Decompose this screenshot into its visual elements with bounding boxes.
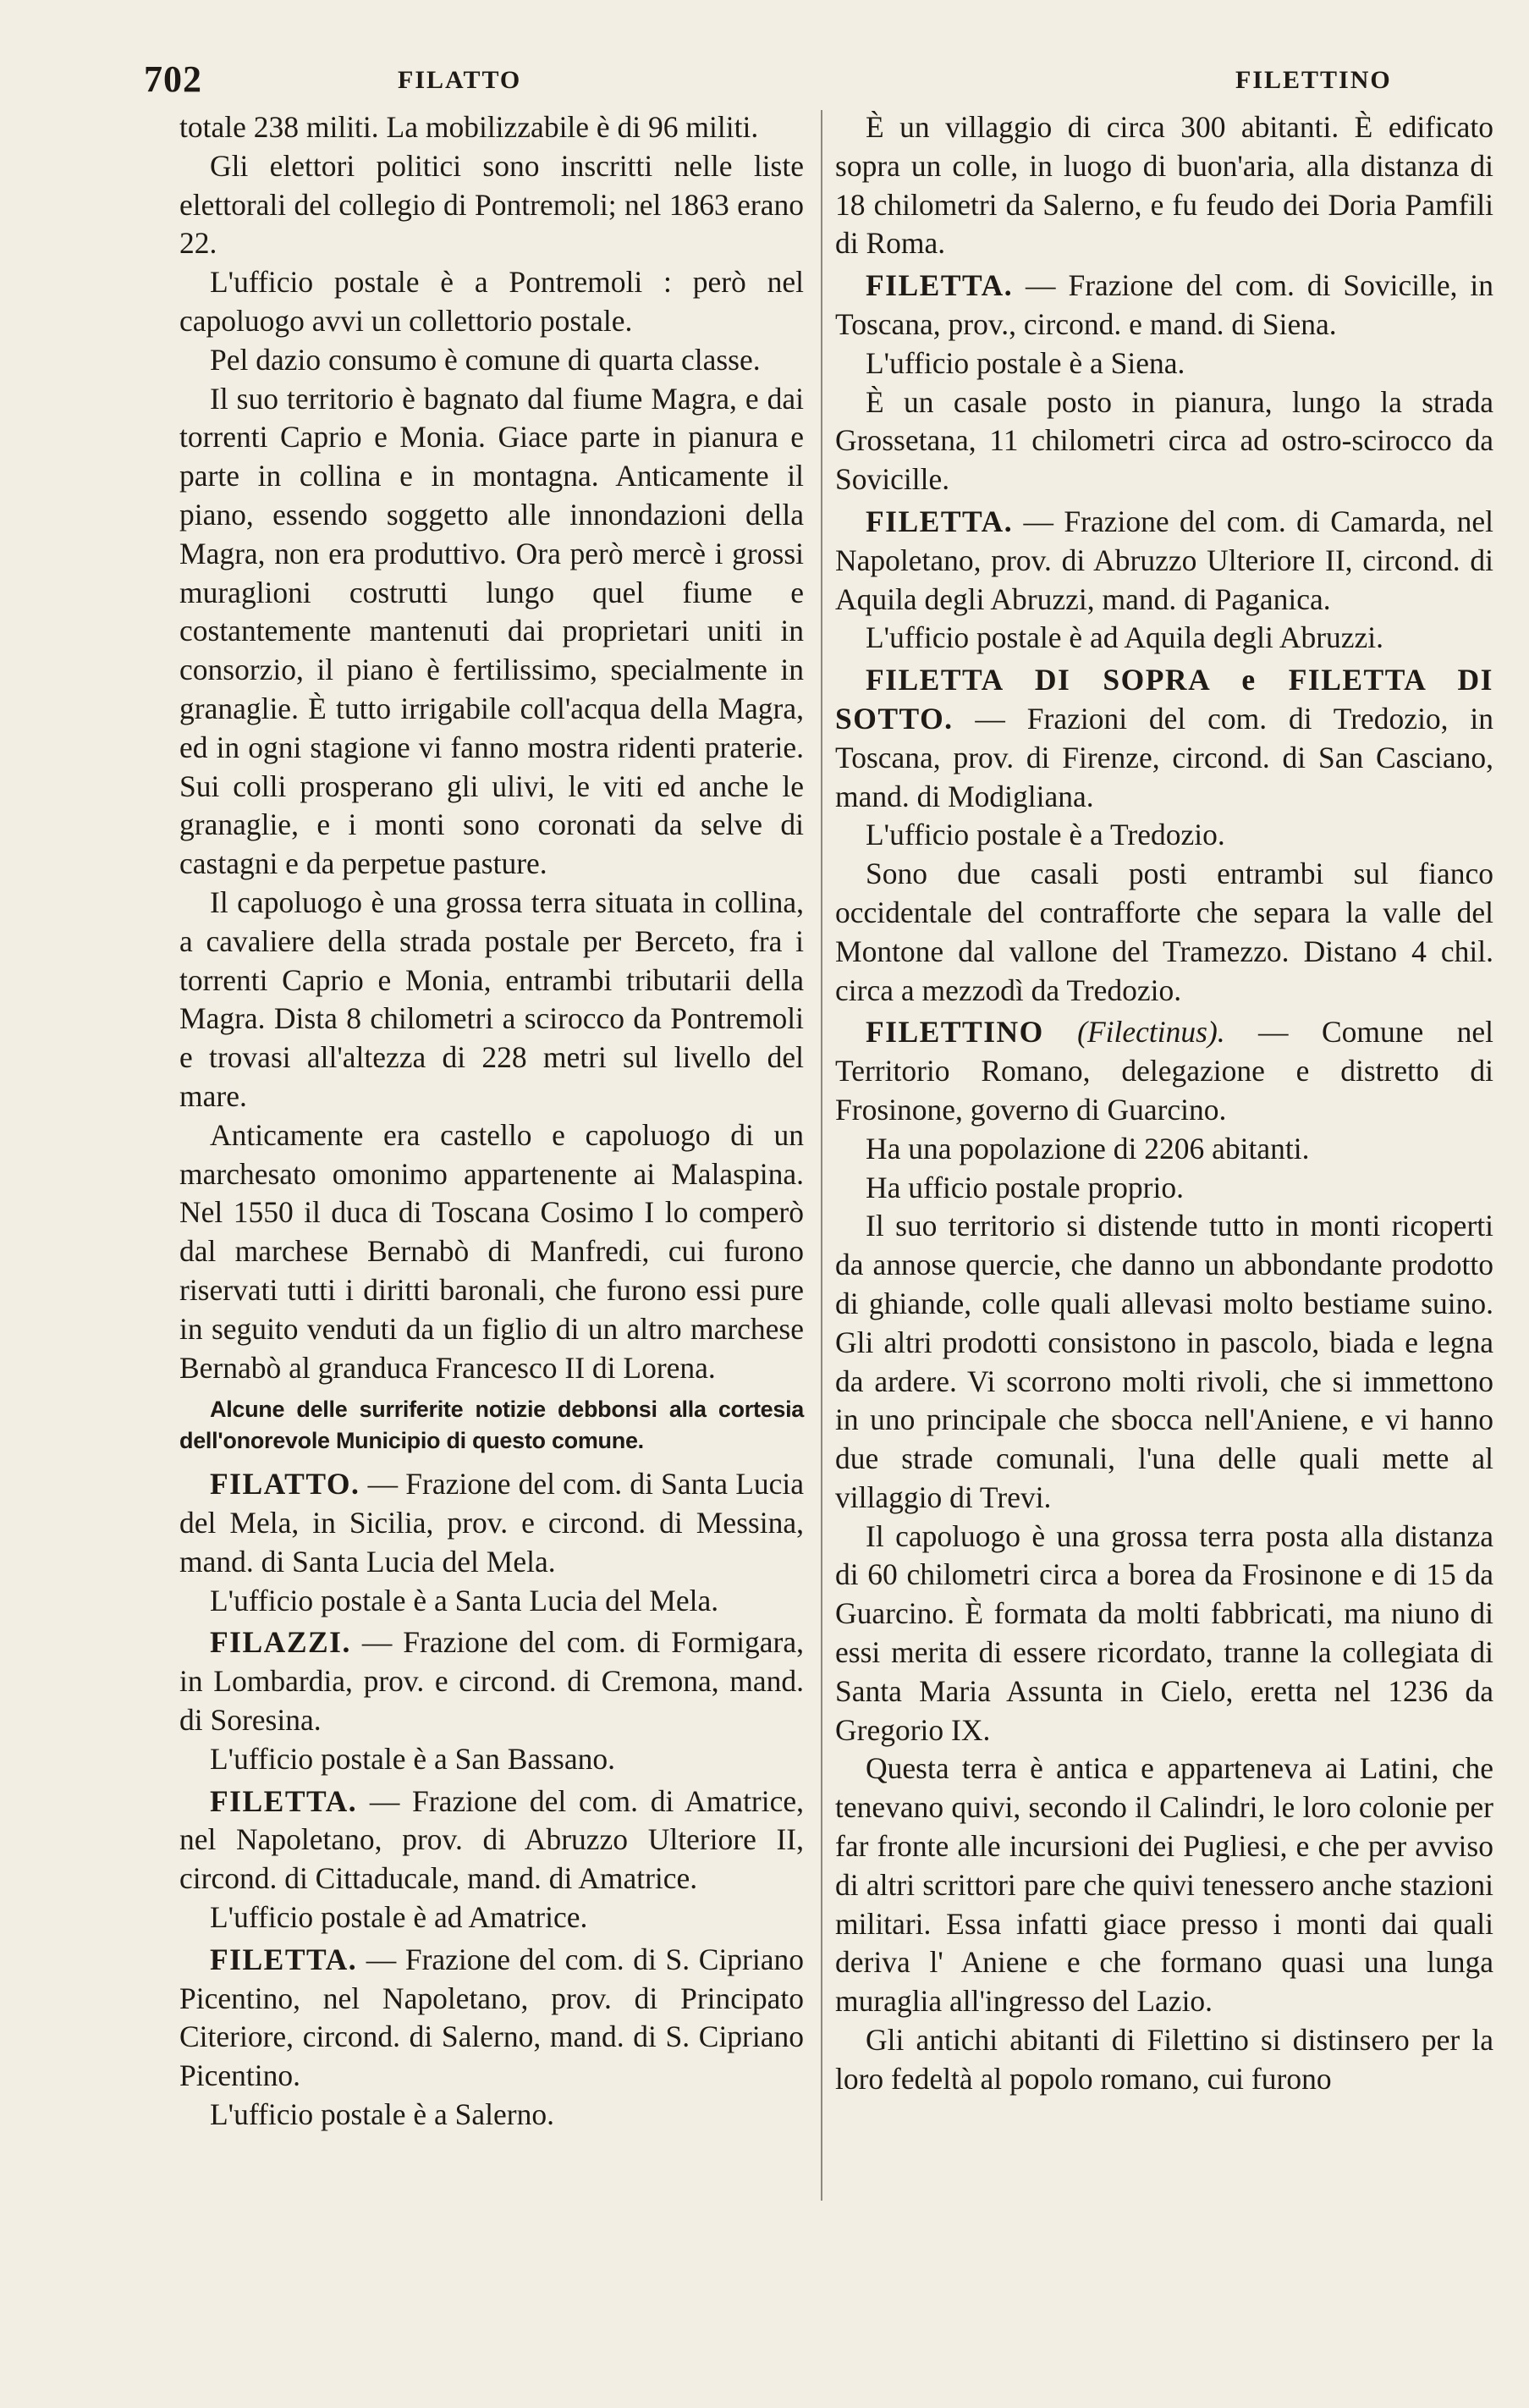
gazetteer-entry [179, 1941, 804, 2096]
entry-text: — Frazione del com. di Camarda, nel Napoletano, prov. di Abruzzo Ulteriore II, circond. di Aquila degli Abruzzi, mand. di Paganica. [835, 504, 1493, 616]
paragraph: Pel dazio consumo è comune di quarta classe. [210, 342, 761, 377]
right-column [835, 108, 1493, 2099]
paragraph: È un casale posto in pianura, lungo la strada Grossetana, 11 chilometri circa ad ostro-scirocco da Sovicille. [835, 384, 1493, 497]
postal-note: L'ufficio postale è ad Amatrice. [210, 1900, 588, 1935]
entry-headword: FILAZZI. [210, 1625, 351, 1660]
entry-text: — Frazioni del com. di Tredozio, in Toscana, prov. di Firenze, circond. di San Casciano, mand. di Modigliana. [835, 701, 1494, 813]
paragraph: L'ufficio postale è a Pontremoli : però nel capoluogo avvi un collettorio postale. [179, 265, 804, 338]
paragraph: Anticamente era castello e capoluogo di un marchesato omonimo appartenente ai Malaspina. Nel 1550 il duca di Toscana Cosimo I lo comperò dal marchese Bernabò di Manfredi, cui furono riservati tutti i diritti baronali, che furono essi pure in seguito venduti da un figlio di un altro marchese Bernabò al granduca Francesco II di Lorena. [179, 1117, 804, 1385]
paragraph: totale 238 militi. La mobilizzabile è di 96 militi. [179, 110, 759, 144]
gazetteer-entry [179, 1465, 804, 1581]
gazetteer-entry [179, 1623, 804, 1739]
paragraph: Sono due casali posti entrambi sul fianco occidentale del contrafforte che separa la valle del Montone dal vallone del Tramezzo. Distano 4 chil. circa a mezzodì da Tredozio. [835, 857, 1493, 1007]
postal-note: L'ufficio postale è a Tredozio. [866, 818, 1225, 852]
entry-text: — Frazione del com. di S. Cipriano Picentino, nel Napoletano, prov. di Principato Citeriore, circond. di Salerno, mand. di S. Cipriano Picentino. [179, 1942, 804, 2093]
gazetteer-entry [835, 661, 1493, 816]
right-running-head: FILETTINO [1235, 66, 1392, 94]
left-running-head: FILATTO [398, 66, 522, 94]
population-note: Ha una popolazione di 2206 abitanti. [866, 1131, 1310, 1165]
postal-note: L'ufficio postale è a Santa Lucia del Mela. [210, 1583, 719, 1617]
entry-latin-name: (Filectinus). [1077, 1015, 1225, 1050]
column-divider [821, 110, 822, 2201]
paragraph: Il suo territorio è bagnato dal fiume Magra, e dai torrenti Caprio e Monia. Giace parte in pianura e parte in collina e in montagna. Anticamente il piano, essendo soggetto alle innondazioni della Magra, non era produttivo. Ora però mercè i grossi muraglioni costrutti lungo quel fiume e costantemente mantenuti dai proprietari uniti in consorzio, il piano è fertilissimo, specialmente in granaglie. È tutto irrigabile coll'acqua della Magra, ed in ogni stagione vi fanno mostra ridenti praterie. Sui colli prosperano gli ulivi, le viti ed anche le granaglie, e i monti sono coronati da selve di castagni e da perpetue pasture. [179, 381, 804, 881]
entry-headword: FILETTA. [210, 1783, 358, 1818]
gazetteer-entry [179, 1783, 804, 1898]
entry-headword: FILETTINO [866, 1015, 1044, 1050]
entry-text: — Frazione del com. di Amatrice, nel Napoletano, prov. di Abruzzo Ulteriore II, circond. di Cittaducale, mand. di Amatrice. [179, 1783, 805, 1896]
gazetteer-entry [835, 503, 1493, 619]
postal-note: L'ufficio postale è a San Bassano. [210, 1741, 615, 1776]
postal-note: L'ufficio postale è a Salerno. [210, 2097, 554, 2132]
entry-text: — Comune nel Territorio Romano, delegazione e distretto di Frosinone, governo di Guarcino. [835, 1015, 1493, 1127]
paragraph: Gli antichi abitanti di Filettino si distinsero per la loro fedeltà al popolo romano, cui furono [835, 2023, 1493, 2096]
postal-note: L'ufficio postale è a Siena. [866, 345, 1185, 380]
page-number: 702 [144, 58, 202, 100]
paragraph: È un villaggio di circa 300 abitanti. È edificato sopra un colle, in luogo di buon'aria, alla distanza di 18 chilometri da Salerno, e fu feudo dei Doria Pamfili di Roma. [835, 110, 1493, 261]
left-column [179, 108, 804, 2135]
entry-text: — Frazione del com. di Sovicille, in Toscana, prov., circond. e mand. di Siena. [835, 268, 1494, 341]
entry-headword: FILETTA DI SOPRA e FILETTA DI SOTTO. [835, 663, 1493, 736]
entry-headword: FILETTA. [866, 268, 1014, 303]
postal-note: L'ufficio postale è ad Aquila degli Abruzzi. [866, 620, 1384, 655]
paragraph: Questa terra è antica e apparteneva ai Latini, che tenevano quivi, secondo il Calindri, le loro colonie per far fronte alle incursioni dei Pugliesi, e che per avviso di altri scrittori pare che quivi tenessero anche stazioni militari. Essa infatti giace presso i monti dai quali deriva l' Aniene e che formano quasi una lunga muraglia all'ingresso del Lazio. [835, 1751, 1493, 2019]
entry-text: — Frazione del com. di Santa Lucia del Mela, in Sicilia, prov. e circond. di Messina, mand. di Santa Lucia del Mela. [179, 1467, 805, 1579]
paragraph: Il capoluogo è una grossa terra situata in collina, a cavaliere della strada postale per Berceto, fra i torrenti Caprio e Monia, entrambi tributarii della Magra. Dista 8 chilometri a scirocco da Pontremoli e trovasi all'altezza di 228 metri sul livello del mare. [179, 884, 804, 1113]
gazetteer-entry [835, 267, 1493, 344]
entry-text: — Frazione del com. di Formigara, in Lombardia, prov. e circond. di Cremona, mand. di Soresina. [179, 1625, 804, 1738]
footnote: Alcune delle surriferite notizie debbonsi alla cortesia dell'onorevole Municipio di questo comune. [179, 1397, 804, 1454]
entry-headword: FILETTA. [210, 1942, 358, 1976]
entry-headword: FILATTO. [210, 1467, 360, 1502]
page-header [144, 58, 1498, 108]
entry-headword: FILETTA. [866, 504, 1014, 538]
postal-note: Ha ufficio postale proprio. [866, 1170, 1184, 1204]
paragraph: Il capoluogo è una grossa terra posta alla distanza di 60 chilometri circa a borea da Frosinone e di 15 da Guarcino. È formata da molti fabbricati, ma niuno di essi merita di essere ricordato, tranne la collegiata di Santa Maria Assunta in Cielo, eretta nel 1236 da Gregorio IX. [835, 1518, 1493, 1747]
paragraph: Gli elettori politici sono inscritti nelle liste elettorali del collegio di Pontremoli; nel 1863 erano 22. [179, 148, 804, 261]
gazetteer-entry [835, 1013, 1493, 1129]
paragraph: Il suo territorio si distende tutto in monti ricoperti da annose quercie, che danno un abbondante prodotto di ghiande, colle quali allevasi molto bestiame suino. Gli altri prodotti consistono in pascolo, biada e legna da ardere. Vi scorrono molti rivoli, che si immettono in uno principale che sbocca nell'Aniene, e vi hanno due strade comunali, l'una delle quali mette al villaggio di Trevi. [835, 1209, 1493, 1514]
